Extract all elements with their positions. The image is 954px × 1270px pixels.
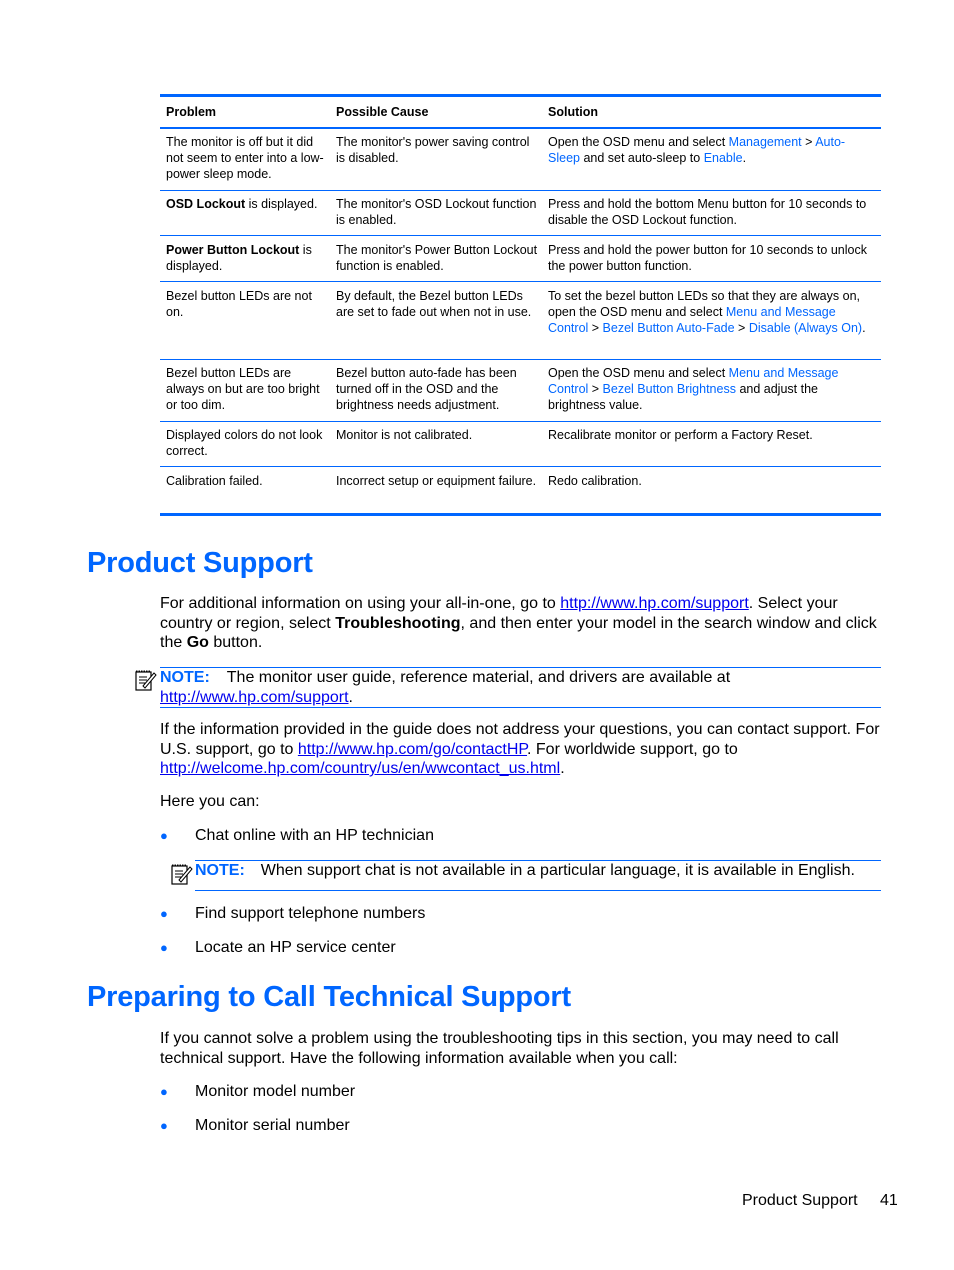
note-icon — [134, 668, 158, 697]
bullet-icon: ● — [160, 828, 168, 843]
note-box: NOTE: The monitor user guide, reference material, and drivers are available at http://www.hp.com/support. — [160, 667, 881, 708]
row3-problem: Power Button Lockout is displayed. — [166, 243, 312, 274]
product-support-heading: Product Support — [87, 547, 313, 579]
row1-problem: The monitor is off but it did not seem to enter into a low-power sleep mode. — [166, 135, 324, 182]
row-divider — [160, 190, 881, 191]
table-header-problem: Problem — [166, 105, 217, 119]
table-header-rule — [160, 127, 881, 129]
row5-problem: Bezel button LEDs are always on but are too bright or too dim. — [166, 366, 320, 413]
table-header-solution: Solution — [548, 105, 598, 119]
note-icon — [170, 862, 194, 891]
row4-solution: To set the bezel button LEDs so that they are always on, open the OSD menu and select Menu and Message Control > Bezel Button Auto-Fade > Disable (Always On). — [548, 289, 866, 336]
row4-cause: By default, the Bezel button LEDs are set to fade out when not in use. — [336, 289, 532, 320]
row2-cause: The monitor's OSD Lockout function is enabled. — [336, 197, 537, 228]
row6-solution: Recalibrate monitor or perform a Factory Reset. — [548, 428, 813, 442]
row2-solution: Press and hold the bottom Menu button for 10 seconds to disable the OSD Lockout function. — [548, 197, 867, 228]
preparing-heading: Preparing to Call Technical Support — [87, 981, 571, 1013]
bullet-icon: ● — [160, 1084, 168, 1099]
row-divider — [160, 235, 881, 236]
table-top-rule — [160, 94, 881, 97]
row1-solution: Open the OSD menu and select Management > Auto-Sleep and set auto-sleep to Enable. — [548, 135, 846, 166]
row2-problem: OSD Lockout is displayed. — [166, 197, 318, 211]
row-divider — [160, 359, 881, 360]
note-label: NOTE: — [195, 862, 245, 879]
product-support-intro: For additional information on using your all-in-one, go to http://www.hp.com/support. Select your country or region, select Troubleshooting, and then enter your model in the search window and click the Go button. — [160, 595, 877, 651]
table-bottom-rule — [160, 513, 881, 516]
worldwide-contact-link[interactable]: http://welcome.hp.com/country/us/en/wwcontact_us.html — [160, 760, 561, 777]
row7-solution: Redo calibration. — [548, 474, 642, 488]
osd-auto-sleep-link: Auto-Sleep — [548, 135, 846, 166]
bullet-icon: ● — [160, 1118, 168, 1133]
footer-section-title: Product Support — [742, 1192, 858, 1209]
table-header-cause: Possible Cause — [336, 105, 429, 119]
note-label: NOTE: — [160, 669, 210, 686]
row4-problem: Bezel button LEDs are not on. — [166, 289, 312, 320]
row-divider — [160, 281, 881, 282]
row6-problem: Displayed colors do not look correct. — [166, 428, 323, 459]
osd-disable-always-on-link: Disable (Always On) — [748, 321, 863, 336]
row7-cause: Incorrect setup or equipment failure. — [336, 474, 537, 488]
row5-cause: Bezel button auto-fade has been turned off in the OSD and the brightness needs adjustment. — [336, 366, 517, 413]
osd-bezel-auto-fade-link: Bezel Button Auto-Fade — [602, 321, 735, 336]
row-divider — [160, 421, 881, 422]
bullet-icon: ● — [160, 940, 168, 955]
hp-support-note-link[interactable]: http://www.hp.com/support — [160, 688, 349, 706]
note-box: NOTE: When support chat is not available in a particular language, it is available in English. — [195, 860, 881, 891]
preparing-intro: If you cannot solve a problem using the troubleshooting tips in this section, you may need to call technical support. Have the following information available when you call: — [160, 1030, 839, 1067]
osd-management-link: Management — [728, 135, 802, 149]
osd-menu-message-control-link: Menu and Message Control — [548, 366, 839, 397]
hp-support-link[interactable]: http://www.hp.com/support — [560, 595, 749, 612]
page-number: 41 — [880, 1192, 898, 1209]
row-divider — [160, 466, 881, 467]
bullet-icon: ● — [160, 906, 168, 921]
here-you-can: Here you can: — [160, 793, 260, 810]
row6-cause: Monitor is not calibrated. — [336, 428, 473, 442]
contact-paragraph: If the information provided in the guide does not address your questions, you can contact support. For U.S. support, go to http://www.hp.com/go/contactHP. For worldwide support, go to http://welcome.hp.com/country/us/en/wwcontact_us.html. — [160, 721, 880, 777]
row3-cause: The monitor's Power Button Lockout function is enabled. — [336, 243, 538, 274]
osd-bezel-brightness-link: Bezel Button Brightness — [602, 382, 736, 397]
row3-solution: Press and hold the power button for 10 seconds to unlock the power button function. — [548, 243, 867, 274]
osd-enable-link: Enable — [703, 151, 743, 166]
row7-problem: Calibration failed. — [166, 474, 263, 488]
osd-menu-message-control-link: Menu and Message Control — [548, 305, 836, 336]
row1-cause: The monitor's power saving control is disabled. — [336, 135, 530, 166]
contact-hp-link[interactable]: http://www.hp.com/go/contactHP — [297, 740, 528, 758]
row5-solution: Open the OSD menu and select Menu and Message Control > Bezel Button Brightness and adjust the brightness value. — [548, 366, 839, 413]
